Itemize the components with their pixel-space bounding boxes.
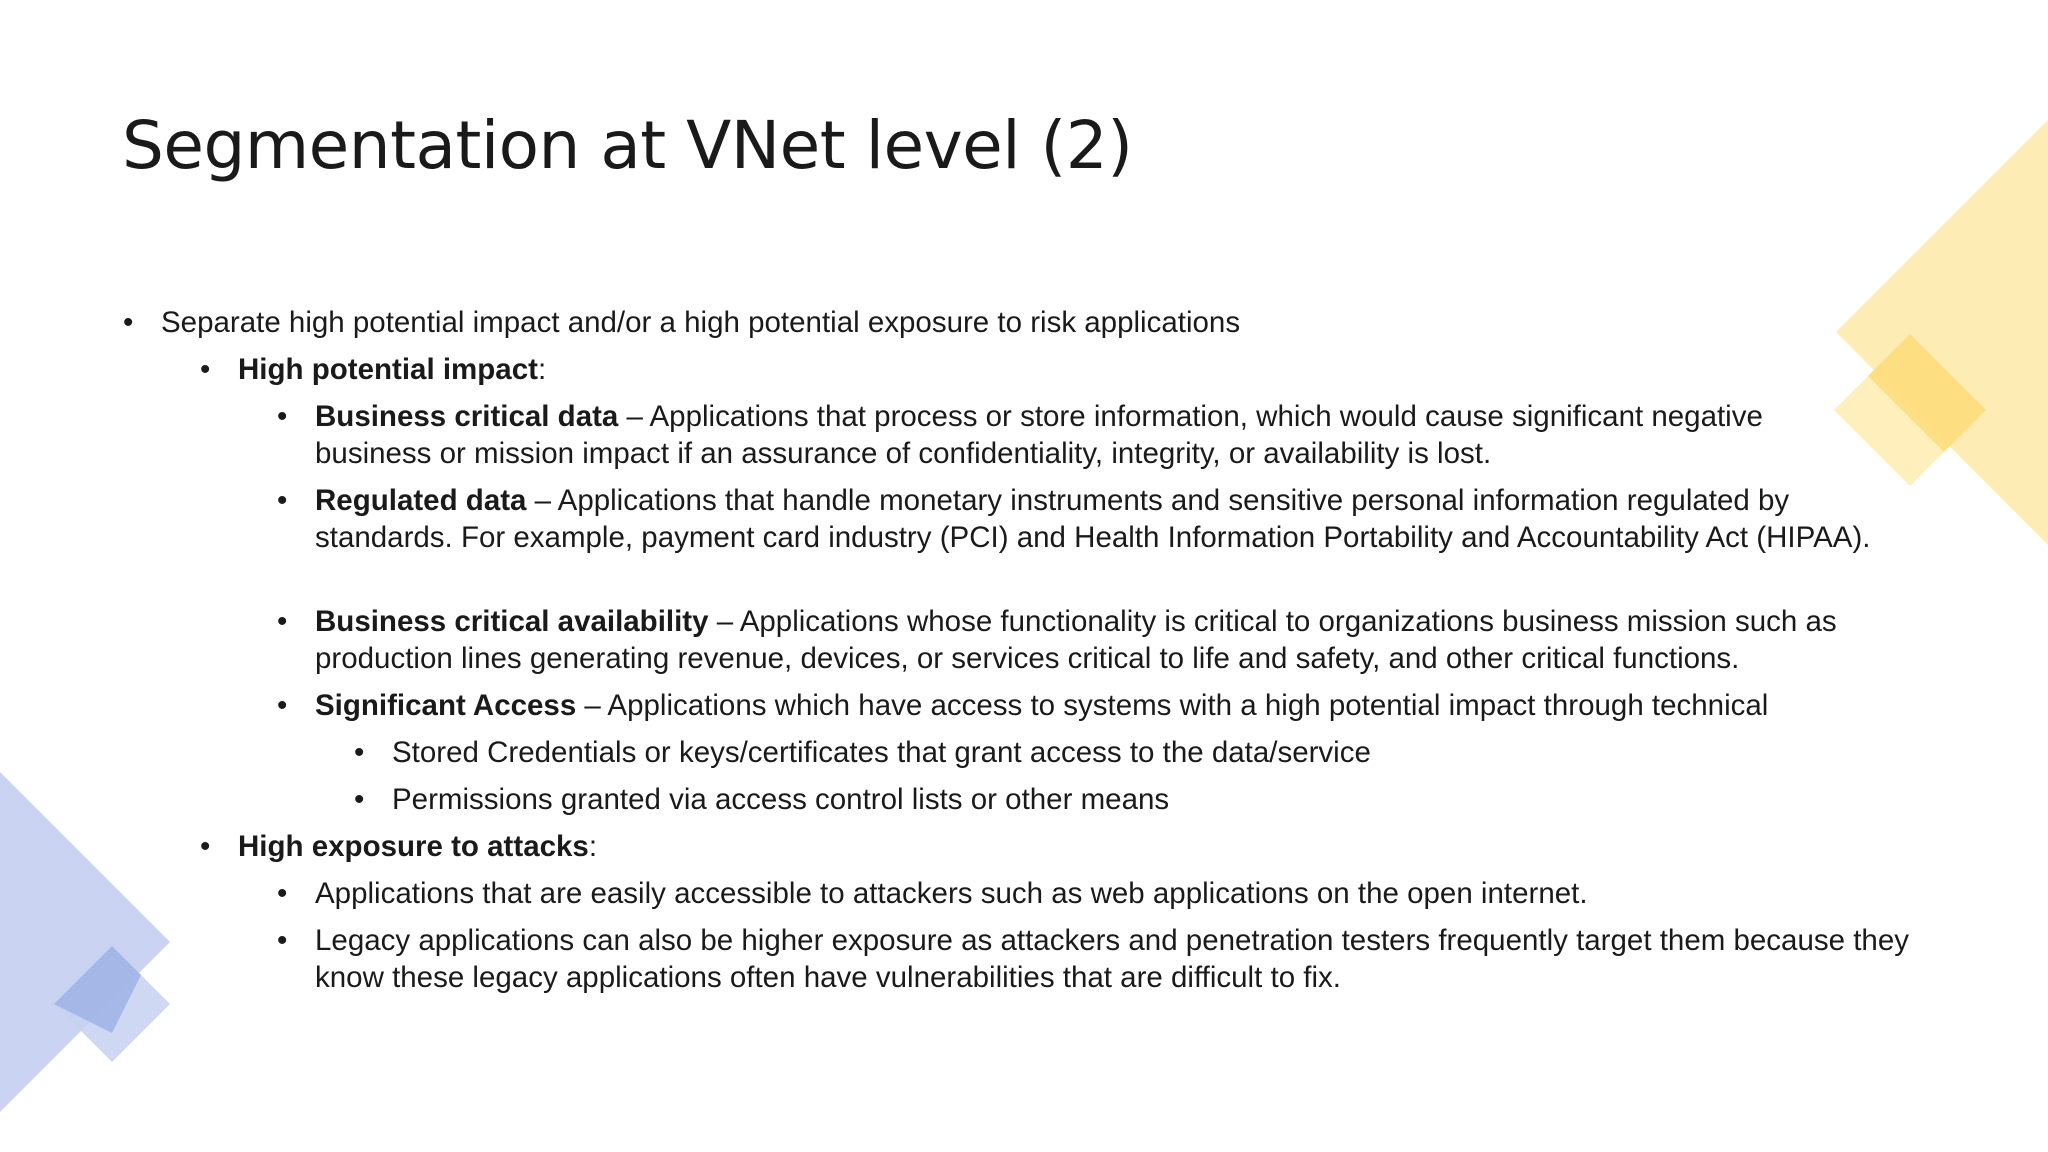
bullet-item: [277, 875, 1955, 912]
bullet-bold: High exposure to attacks: [238, 830, 589, 863]
bullet-bold: Significant Access: [315, 689, 577, 722]
bullet-bold: Business critical availability: [315, 605, 709, 638]
bullet-icon: •: [200, 353, 211, 386]
bullet-text: – Applications that process or store information, which would cause significant negative business or mission impact if an assurance of confidentiality, integrity, or availability is lost.: [315, 400, 1763, 470]
bullet-item: [277, 398, 1851, 472]
bullet-item: [354, 781, 1952, 818]
bullet-icon: •: [277, 484, 288, 517]
bullet-bold: Business critical data: [315, 400, 619, 433]
bullet-icon: •: [354, 783, 365, 816]
bullet-item: [200, 828, 1958, 865]
blue-diamond-large: [0, 772, 170, 1112]
bullet-text: Stored Credentials or keys/certificates that grant access to the data/service: [392, 736, 1371, 769]
bullet-item: [277, 482, 1911, 556]
bullet-icon: •: [277, 605, 288, 638]
bullet-text: :: [537, 353, 547, 386]
bullet-text: Separate high potential impact and/or a high potential exposure to risk applications: [161, 306, 1241, 339]
bullet-icon: •: [200, 830, 211, 863]
bullet-item: [277, 922, 1975, 996]
bullet-item: [354, 734, 1952, 771]
bullet-icon: •: [277, 400, 288, 433]
bullet-text: Permissions granted via access control lists or other means: [392, 783, 1170, 816]
bullet-icon: •: [277, 877, 288, 910]
bullet-text: Legacy applications can also be higher exposure as attackers and penetration testers frequently target them because they know these legacy applications often have vulnerabilities that are difficult to fix.: [315, 924, 1909, 994]
bullet-item: [277, 603, 1941, 677]
bullet-text: :: [588, 830, 598, 863]
bullet-item: [200, 351, 1958, 388]
bullet-bold: Regulated data: [315, 484, 527, 517]
bullet-text: – Applications whose functionality is critical to organizations business mission such as production lines generating revenue, devices, or services critical to life and safety, and other critical functions.: [315, 605, 1837, 675]
bullet-text: – Applications that handle monetary instruments and sensitive personal information regulated by standards. For example, payment card industry (PCI) and Health Information Portability and Accountability Act (HIPAA).: [315, 484, 1871, 554]
bullet-icon: •: [277, 689, 288, 722]
bullet-icon: •: [354, 736, 365, 769]
bullet-icon: •: [277, 924, 288, 957]
bullet-bold: High potential impact: [238, 353, 538, 386]
bullet-text: Applications that are easily accessible to attackers such as web applications on the open internet.: [315, 877, 1588, 910]
bullet-icon: •: [123, 306, 134, 339]
slide-title: Segmentation at VNet level (2): [122, 107, 1133, 184]
bullet-text: – Applications which have access to systems with a high potential impact through technical: [576, 689, 1769, 722]
bullet-item: [123, 304, 1961, 341]
bullet-item: [277, 687, 1955, 724]
